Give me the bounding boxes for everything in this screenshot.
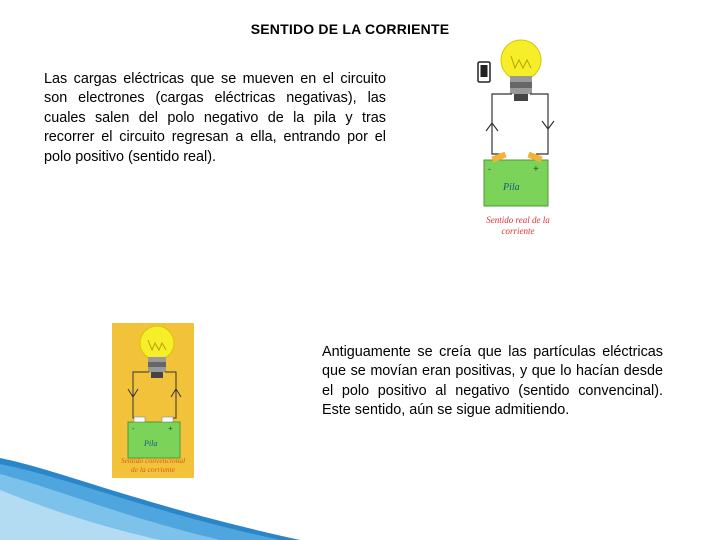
page-title: SENTIDO DE LA CORRIENTE xyxy=(250,21,450,37)
circuit-diagram-real xyxy=(470,36,570,241)
battery-label: Pila xyxy=(144,439,158,448)
minus-sign: - xyxy=(132,424,135,433)
battery-icon xyxy=(484,152,548,206)
plus-sign: + xyxy=(533,164,539,175)
caption-conventional-line2: de la corriente xyxy=(130,465,176,474)
paragraph-conventional-direction: Antiguamente se creía que las partículas eléctricas que se movían eran positivas, y que lo hacían desde el polo positivo al negativo (sentido convencinal). Este sentido, aún se sigue admitiendo. xyxy=(322,344,663,419)
minus-sign: - xyxy=(488,164,491,174)
caption-real-line1: Sentido real de la xyxy=(486,215,550,225)
paragraph-real-direction: Las cargas eléctricas que se mueven en el circuito son electrones (cargas eléctricas negativas), las cuales salen del polo negativo de la pila y tras recorrer el circuito regresan a ella, entrando por el polo positivo (sentido real). xyxy=(44,71,386,165)
caption-conventional-line1: Sentido convencional xyxy=(120,456,186,465)
arrow-indicator-icon xyxy=(478,62,490,82)
decorative-swoosh xyxy=(0,450,300,540)
battery-label: Pila xyxy=(503,182,520,193)
plus-sign: + xyxy=(168,424,173,433)
lightbulb-icon xyxy=(501,40,541,101)
caption-real-line2: corriente xyxy=(501,226,535,236)
caption-real xyxy=(474,215,562,237)
